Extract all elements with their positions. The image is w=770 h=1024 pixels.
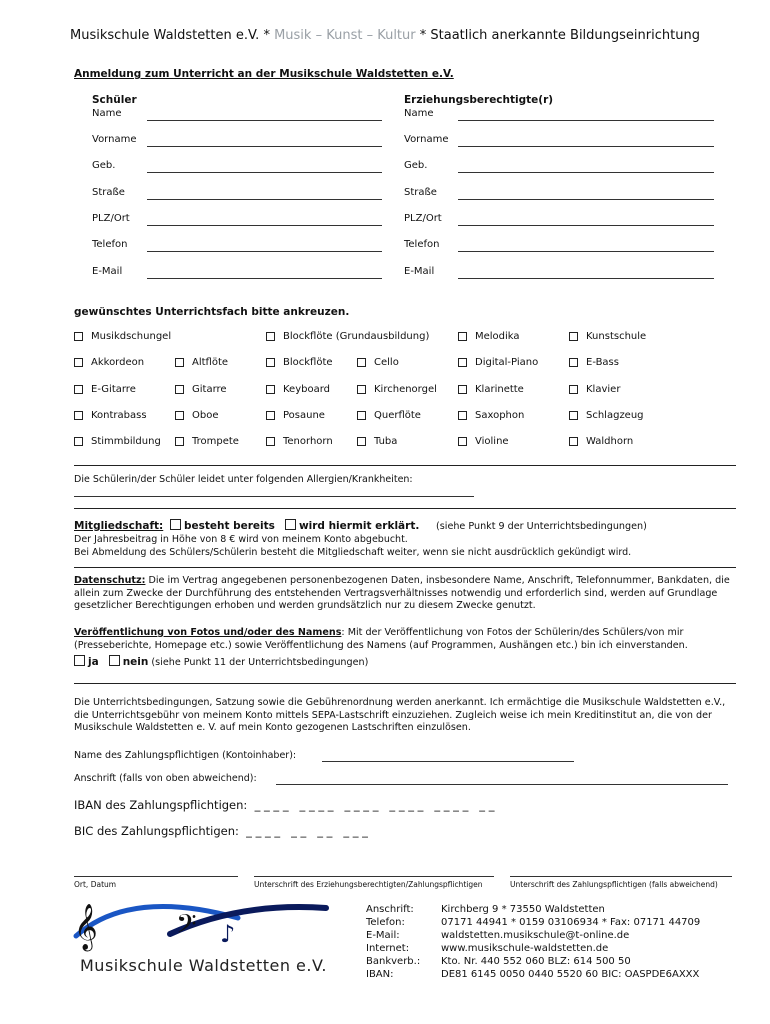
- guardian-signature-label: Unterschrift des Erziehungsberechtigten/Zahlungspflichtigen: [254, 880, 483, 889]
- guardian-signature-field[interactable]: [254, 876, 494, 877]
- student-stra-e-label: Straße: [92, 187, 125, 198]
- header-status: * Staatlich anerkannte Bildungseinrichtung: [415, 28, 700, 43]
- bic-field[interactable]: _ _ _ _ _ _ _ _ _ _ _: [246, 824, 368, 838]
- guardian-field-input[interactable]: [458, 146, 714, 147]
- subject-label: Keyboard: [283, 384, 331, 395]
- payer-name-label: Name des Zahlungspflichtigen (Kontoinhaber):: [74, 750, 297, 761]
- footer-contact-label: Telefon:: [366, 917, 405, 928]
- photos-label: Veröffentlichung von Fotos und/oder des Namens: [74, 627, 342, 638]
- photos-no-label: nein: [122, 656, 149, 668]
- membership-existing-label: besteht bereits: [183, 520, 275, 532]
- student-field-input[interactable]: [147, 278, 382, 279]
- subject-label: Melodika: [475, 331, 520, 342]
- guardian-field-input[interactable]: [458, 251, 714, 252]
- subject-option[interactable]: [569, 384, 620, 395]
- photos-consent-row: [74, 655, 368, 668]
- subject-option[interactable]: [175, 357, 228, 368]
- divider: [74, 683, 736, 684]
- subject-option[interactable]: [458, 384, 524, 395]
- subject-label: Saxophon: [475, 410, 525, 421]
- subject-checkbox[interactable]: [266, 411, 275, 420]
- subject-option[interactable]: [357, 436, 397, 447]
- subject-option[interactable]: [175, 384, 227, 395]
- student-field-input[interactable]: [147, 120, 382, 121]
- subject-option[interactable]: [458, 410, 524, 421]
- subject-option[interactable]: [569, 410, 644, 421]
- subject-checkbox[interactable]: [458, 385, 467, 394]
- iban-row: [74, 798, 494, 812]
- subject-label: Akkordeon: [91, 357, 145, 368]
- guardian-telefon-label: Telefon: [404, 239, 440, 250]
- treble-clef-icon: 𝄞: [74, 904, 98, 950]
- subject-label: Altflöte: [192, 357, 229, 368]
- photos-no-checkbox[interactable]: [109, 655, 120, 666]
- subject-checkbox[interactable]: [175, 411, 184, 420]
- membership-new-checkbox[interactable]: [285, 519, 296, 530]
- subject-option[interactable]: [357, 410, 421, 421]
- divider: [74, 465, 736, 466]
- subject-label: Kunstschule: [586, 331, 647, 342]
- subject-option[interactable]: [569, 436, 633, 447]
- student-telefon-label: Telefon: [92, 239, 128, 250]
- subject-label: E-Bass: [586, 357, 619, 368]
- privacy-paragraph: [74, 575, 740, 613]
- subject-label: Violine: [475, 436, 509, 447]
- allergies-label: Die Schülerin/der Schüler leidet unter folgenden Allergien/Krankheiten:: [74, 474, 413, 485]
- photos-yes-label: ja: [88, 656, 99, 668]
- subject-checkbox[interactable]: [74, 358, 83, 367]
- subjects-heading: gewünschtes Unterrichtsfach bitte ankreuzen.: [74, 306, 350, 318]
- subject-checkbox[interactable]: [458, 332, 467, 341]
- subject-checkbox[interactable]: [175, 358, 184, 367]
- photos-note: (siehe Punkt 11 der Unterrichtsbedingungen): [148, 657, 369, 668]
- subject-checkbox[interactable]: [569, 332, 578, 341]
- guardian-field-input[interactable]: [458, 172, 714, 173]
- subject-label: Kirchenorgel: [374, 384, 437, 395]
- subject-checkbox[interactable]: [175, 437, 184, 446]
- subject-option[interactable]: [74, 357, 144, 368]
- subject-option[interactable]: [74, 410, 147, 421]
- subject-option[interactable]: [458, 436, 509, 447]
- membership-label: Mitgliedschaft:: [74, 520, 164, 532]
- guardian-field-input[interactable]: [458, 120, 714, 121]
- divider: [74, 508, 736, 509]
- logo-wordmark: Musikschule Waldstetten e.V.: [80, 956, 327, 975]
- subject-checkbox[interactable]: [458, 358, 467, 367]
- page-header: [0, 28, 770, 43]
- subject-checkbox[interactable]: [266, 358, 275, 367]
- subject-option[interactable]: [266, 357, 333, 368]
- subject-label: Tenorhorn: [283, 436, 333, 447]
- place-date-field[interactable]: [74, 876, 238, 877]
- student-heading: Schüler: [92, 94, 137, 106]
- membership-row: [74, 519, 647, 532]
- subject-label: Gitarre: [192, 384, 227, 395]
- subject-checkbox[interactable]: [74, 411, 83, 420]
- payer-name-field[interactable]: [322, 761, 574, 762]
- subject-option[interactable]: [74, 436, 161, 447]
- guardian-vorname-label: Vorname: [404, 134, 449, 145]
- subject-option[interactable]: [458, 331, 520, 342]
- subject-checkbox[interactable]: [357, 358, 366, 367]
- footer-contact-value: 07171 44941 * 0159 03106934 * Fax: 07171 44709: [441, 917, 701, 928]
- divider: [74, 567, 736, 568]
- payer-address-label: Anschrift (falls von oben abweichend):: [74, 773, 257, 784]
- guardian-name-label: Name: [404, 108, 434, 119]
- photos-yes-checkbox[interactable]: [74, 655, 85, 666]
- subject-option[interactable]: [175, 436, 239, 447]
- footer-contact-value: Kto. Nr. 440 552 060 BLZ: 614 500 50: [441, 956, 631, 967]
- guardian-heading: Erziehungsberechtigte(r): [404, 94, 554, 106]
- subject-label: Waldhorn: [586, 436, 634, 447]
- subject-label: Digital-Piano: [475, 357, 539, 368]
- subject-checkbox[interactable]: [266, 332, 275, 341]
- bic-row: [74, 824, 368, 838]
- student-field-input[interactable]: [147, 225, 382, 226]
- membership-cancel-info: Bei Abmeldung des Schülers/Schülerin besteht die Mitgliedschaft weiter, wenn sie nicht ausdrücklich gekündigt wird.: [74, 547, 632, 558]
- subject-checkbox[interactable]: [458, 437, 467, 446]
- membership-fee: Der Jahresbeitrag in Höhe von 8 € wird von meinem Konto abgebucht.: [74, 534, 408, 545]
- subject-label: Klavier: [586, 384, 621, 395]
- student-plz-ort-label: PLZ/Ort: [92, 213, 130, 224]
- subject-option[interactable]: [266, 436, 333, 447]
- subject-checkbox[interactable]: [74, 385, 83, 394]
- subject-checkbox[interactable]: [175, 385, 184, 394]
- subject-label: Cello: [374, 357, 399, 368]
- subject-checkbox[interactable]: [569, 411, 578, 420]
- photos-paragraph: [74, 627, 740, 652]
- guardian-field-input[interactable]: [458, 278, 714, 279]
- subject-label: Stimmbildung: [91, 436, 161, 447]
- form-title: Anmeldung zum Unterricht an der Musikschule Waldstetten e.V.: [74, 68, 454, 80]
- privacy-text: Die im Vertrag angegebenen personenbezogenen Daten, insbesondere Name, Anschrift, Telefonnummer, Bankdaten, die allein zum Zwecke der Durchführung des entstehenden Vertragsverhältnisses notwendig und erforderlich sind, werden auf Grundlage gesetzlicher Berechtigungen erhoben und werden grundsätzlich nur zu diesem Zwecke genutzt.: [74, 575, 730, 611]
- guardian-e-mail-label: E-Mail: [404, 266, 435, 277]
- music-school-logo: [70, 896, 330, 954]
- footer-contact-value: www.musikschule-waldstetten.de: [441, 943, 609, 954]
- payer-signature-label: Unterschrift des Zahlungspflichtigen (falls abweichend): [510, 880, 718, 889]
- student-field-input[interactable]: [147, 251, 382, 252]
- photos-text: : Mit der Veröffentlichung von Fotos der Schülerin/des Schülers/von mir (Presseberichte, Homepage etc.) sowie Veröffentlichung des Namens (auf Programmen, Aushängen etc.) bin ich einverstanden.: [74, 627, 688, 651]
- student-field-input[interactable]: [147, 172, 382, 173]
- subject-option[interactable]: [175, 410, 219, 421]
- footer-contact-label: Bankverb.:: [366, 956, 421, 967]
- subject-option[interactable]: [266, 384, 330, 395]
- student-vorname-label: Vorname: [92, 134, 137, 145]
- membership-existing-checkbox[interactable]: [170, 519, 181, 530]
- subject-checkbox[interactable]: [266, 385, 275, 394]
- subject-option[interactable]: [458, 357, 538, 368]
- violin-icon: ♪: [220, 920, 236, 948]
- subject-option[interactable]: [357, 384, 437, 395]
- header-org: Musikschule Waldstetten e.V. *: [70, 28, 275, 43]
- guardian-field-input[interactable]: [458, 225, 714, 226]
- subject-checkbox[interactable]: [357, 411, 366, 420]
- subject-option[interactable]: [74, 331, 171, 342]
- subject-checkbox[interactable]: [569, 358, 578, 367]
- subject-label: Blockflöte (Grundausbildung): [283, 331, 430, 342]
- subject-checkbox[interactable]: [357, 437, 366, 446]
- membership-new-label: wird hiermit erklärt.: [298, 520, 420, 532]
- subject-checkbox[interactable]: [266, 437, 275, 446]
- subject-checkbox[interactable]: [74, 437, 83, 446]
- iban-label: IBAN des Zahlungspflichtigen:: [74, 798, 248, 812]
- subject-checkbox[interactable]: [569, 437, 578, 446]
- footer-contact-value: waldstetten.musikschule@t-online.de: [441, 930, 630, 941]
- subject-checkbox[interactable]: [458, 411, 467, 420]
- student-field-input[interactable]: [147, 199, 382, 200]
- footer-contact-value: Kirchberg 9 * 73550 Waldstetten: [441, 904, 605, 915]
- iban-field[interactable]: _ _ _ _ _ _ _ _ _ _ _ _ _ _ _ _ _ _ _ _ _ _: [254, 798, 495, 812]
- subject-label: E-Gitarre: [91, 384, 136, 395]
- payer-address-field[interactable]: [276, 784, 728, 785]
- footer-contact-label: Anschrift:: [366, 904, 414, 915]
- membership-note: (siehe Punkt 9 der Unterrichtsbedingungen): [436, 521, 647, 532]
- bass-clef-icon: 𝄢: [176, 908, 197, 946]
- subject-option[interactable]: [266, 331, 429, 342]
- subject-label: Blockflöte: [283, 357, 333, 368]
- subject-label: Schlagzeug: [586, 410, 644, 421]
- footer-contact-label: Internet:: [366, 943, 410, 954]
- subject-label: Klarinette: [475, 384, 524, 395]
- allergies-field[interactable]: [74, 496, 474, 497]
- subject-checkbox[interactable]: [74, 332, 83, 341]
- privacy-label: Datenschutz:: [74, 575, 146, 586]
- student-field-input[interactable]: [147, 146, 382, 147]
- subject-label: Posaune: [283, 410, 325, 421]
- guardian-stra-e-label: Straße: [404, 187, 437, 198]
- subject-option[interactable]: [74, 384, 136, 395]
- subject-option[interactable]: [569, 331, 646, 342]
- subject-label: Tuba: [374, 436, 398, 447]
- guardian-plz-ort-label: PLZ/Ort: [404, 213, 442, 224]
- place-date-label: Ort, Datum: [74, 880, 117, 889]
- footer-contact-value: DE81 6145 0050 0440 5520 60 BIC: OASPDE6AXXX: [441, 969, 700, 980]
- payer-signature-field[interactable]: [510, 876, 732, 877]
- subject-checkbox[interactable]: [357, 385, 366, 394]
- student-geb-label: Geb.: [92, 160, 116, 171]
- subject-option[interactable]: [357, 357, 399, 368]
- subject-label: Querflöte: [374, 410, 421, 421]
- guardian-field-input[interactable]: [458, 199, 714, 200]
- sepa-paragraph: Die Unterrichtsbedingungen, Satzung sowie die Gebührenordnung werden anerkannt. Ich ermächtige die Musikschule Waldstetten e.V., die Unterrichtsgebühr von meinem Konto mittels SEPA-Lastschrift einzuziehen. Zugleich weise ich mein Kreditinstitut an, die von der Musikschule Waldstetten e. V. auf mein Konto gezogenen Lastschriften einzulösen.: [74, 697, 726, 733]
- guardian-geb-label: Geb.: [404, 160, 428, 171]
- footer-contact-label: E-Mail:: [366, 930, 400, 941]
- footer-contact-label: IBAN:: [366, 969, 394, 980]
- subject-checkbox[interactable]: [569, 385, 578, 394]
- subject-label: Trompete: [192, 436, 239, 447]
- header-slogan: Musik – Kunst – Kultur: [274, 28, 416, 43]
- subject-option[interactable]: [266, 410, 325, 421]
- subject-option[interactable]: [569, 357, 619, 368]
- student-e-mail-label: E-Mail: [92, 266, 123, 277]
- subject-label: Kontrabass: [91, 410, 147, 421]
- student-name-label: Name: [92, 108, 122, 119]
- subject-label: Musikdschungel: [91, 331, 172, 342]
- bic-label: BIC des Zahlungspflichtigen:: [74, 824, 239, 838]
- subject-label: Oboe: [192, 410, 219, 421]
